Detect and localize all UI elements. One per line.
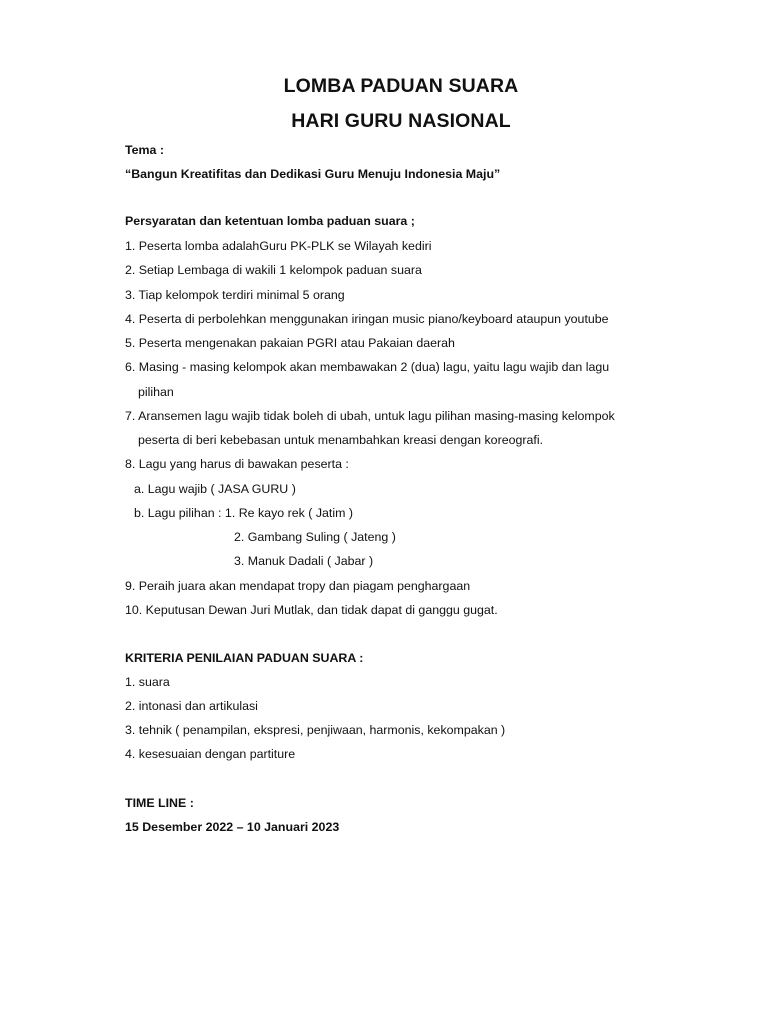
requirements-heading: Persyaratan dan ketentuan lomba paduan suara ; (125, 214, 415, 228)
document-title: LOMBA PADUAN SUARA (283, 75, 519, 97)
criteria-heading: KRITERIA PENILAIAN PADUAN SUARA : (125, 651, 364, 665)
document-subtitle: HARI GURU NASIONAL (291, 110, 511, 132)
requirement-item-continued: pilihan (138, 385, 174, 399)
requirement-item: 9. Peraih juara akan mendapat tropy dan piagam penghargaan (125, 579, 471, 593)
song-choice: b. Lagu pilihan : 1. Re kayo rek ( Jatim ) (134, 506, 354, 520)
song-choice: 2. Gambang Suling ( Jateng ) (234, 530, 396, 544)
requirement-item: 3. Tiap kelompok terdiri minimal 5 orang (125, 288, 345, 302)
song-choice: 3. Manuk Dadali ( Jabar ) (234, 554, 374, 568)
requirement-item: 2. Setiap Lembaga di wakili 1 kelompok paduan suara (125, 263, 422, 277)
criteria-item: 4. kesesuaian dengan partiture (125, 747, 296, 761)
requirement-item: 7. Aransemen lagu wajib tidak boleh di ubah, untuk lagu pilihan masing-masing kelompok (125, 409, 615, 423)
song-mandatory: a. Lagu wajib ( JASA GURU ) (134, 482, 296, 496)
requirement-item: 1. Peserta lomba adalahGuru PK-PLK se Wilayah kediri (125, 239, 432, 253)
requirement-item: 10. Keputusan Dewan Juri Mutlak, dan tidak dapat di ganggu gugat. (125, 603, 498, 617)
timeline-heading: TIME LINE : (125, 796, 194, 810)
theme-text: “Bangun Kreatifitas dan Dedikasi Guru Menuju Indonesia Maju” (125, 167, 501, 181)
timeline-dates: 15 Desember 2022 – 10 Januari 2023 (125, 820, 340, 834)
requirement-item: 5. Peserta mengenakan pakaian PGRI atau Pakaian daerah (125, 336, 455, 350)
criteria-item: 2. intonasi dan artikulasi (125, 699, 258, 713)
criteria-item: 1. suara (125, 675, 170, 689)
requirement-item-continued: peserta di beri kebebasan untuk menambahkan kreasi dengan koreografi. (138, 433, 544, 447)
requirement-item: 8. Lagu yang harus di bawakan peserta : (125, 457, 349, 471)
theme-label: Tema : (125, 143, 165, 157)
requirement-item: 4. Peserta di perbolehkan menggunakan iringan music piano/keyboard ataupun youtube (125, 312, 609, 326)
requirement-item: 6. Masing - masing kelompok akan membawakan 2 (dua) lagu, yaitu lagu wajib dan lagu (125, 360, 610, 374)
criteria-item: 3. tehnik ( penampilan, ekspresi, penjiwaan, harmonis, kekompakan ) (125, 723, 506, 737)
